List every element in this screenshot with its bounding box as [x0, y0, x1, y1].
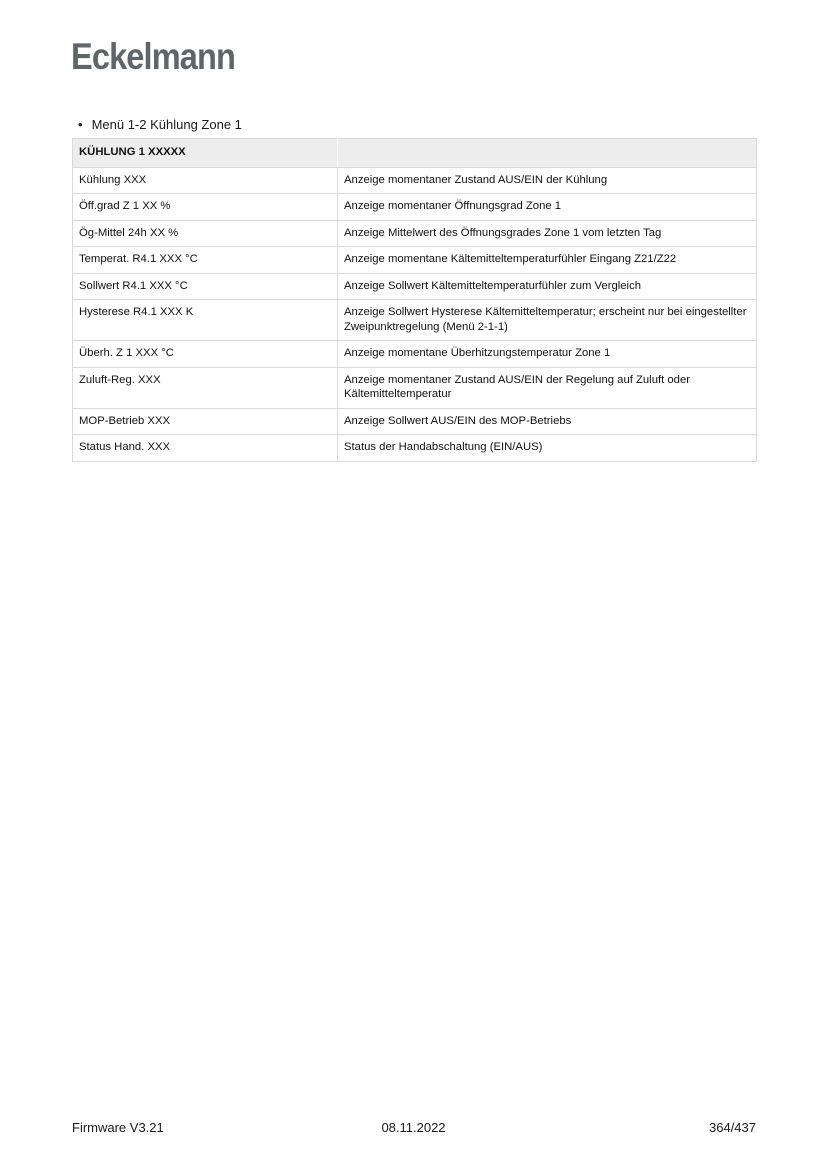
param-description-cell: Anzeige Sollwert AUS/EIN des MOP-Betriebs: [338, 408, 757, 435]
header-cell-description: [338, 139, 757, 168]
section-title: Menü 1-2 Kühlung Zone 1: [91, 117, 242, 132]
param-description-cell: Anzeige momentaner Zustand AUS/EIN der Regelung auf Zuluft oder Kältemitteltemperatur: [338, 367, 757, 408]
param-description-cell: Anzeige momentane Kältemitteltemperaturfühler Eingang Z21/Z22: [338, 247, 757, 274]
parameters-table: [72, 138, 757, 462]
param-label-cell: Kühlung XXX: [73, 167, 338, 194]
param-label-cell: Ög-Mittel 24h XX %: [73, 220, 338, 247]
param-label-cell: Öff.grad Z 1 XX %: [73, 194, 338, 221]
footer: [0, 1120, 827, 1138]
param-label-cell: Status Hand. XXX: [73, 435, 338, 462]
table-row: [73, 435, 757, 462]
param-description-cell: Anzeige Sollwert Hysterese Kältemitteltemperatur; erscheint nur bei eingestellter Zweipunktregelung (Menü 2-1-1): [338, 300, 757, 341]
table-row: [73, 300, 757, 341]
param-label-cell: MOP-Betrieb XXX: [73, 408, 338, 435]
param-label-cell: Temperat. R4.1 XXX °C: [73, 247, 338, 274]
param-description-cell: Anzeige momentaner Öffnungsgrad Zone 1: [338, 194, 757, 221]
table-row: [73, 194, 757, 221]
param-label-cell: Hysterese R4.1 XXX K: [73, 300, 338, 341]
param-description-cell: Anzeige momentaner Zustand AUS/EIN der Kühlung: [338, 167, 757, 194]
table-row: [73, 220, 757, 247]
table-row: [73, 408, 757, 435]
table-row: [73, 341, 757, 368]
param-description-cell: Anzeige momentane Überhitzungstemperatur Zone 1: [338, 341, 757, 368]
footer-firmware-version: Firmware V3.21: [72, 1120, 164, 1135]
param-description-cell: Status der Handabschaltung (EIN/AUS): [338, 435, 757, 462]
table-row: [73, 367, 757, 408]
menu-bullet-item: [78, 117, 242, 133]
table-row: [73, 273, 757, 300]
table-header-row: [73, 139, 757, 168]
footer-page-number: 364/437: [709, 1120, 756, 1135]
header-cell-parameter: KÜHLUNG 1 XXXXX: [73, 139, 338, 168]
footer-date: 08.11.2022: [381, 1120, 446, 1135]
param-label-cell: Überh. Z 1 XXX °C: [73, 341, 338, 368]
param-label-cell: Zuluft-Reg. XXX: [73, 367, 338, 408]
param-label-cell: Sollwert R4.1 XXX °C: [73, 273, 338, 300]
eckelmann-logo: Eckelmann: [71, 36, 236, 77]
table-row: [73, 167, 757, 194]
param-description-cell: Anzeige Sollwert Kältemitteltemperaturfühler zum Vergleich: [338, 273, 757, 300]
bullet-icon: •: [78, 117, 83, 132]
param-description-cell: Anzeige Mittelwert des Öffnungsgrades Zone 1 vom letzten Tag: [338, 220, 757, 247]
table-row: [73, 247, 757, 274]
